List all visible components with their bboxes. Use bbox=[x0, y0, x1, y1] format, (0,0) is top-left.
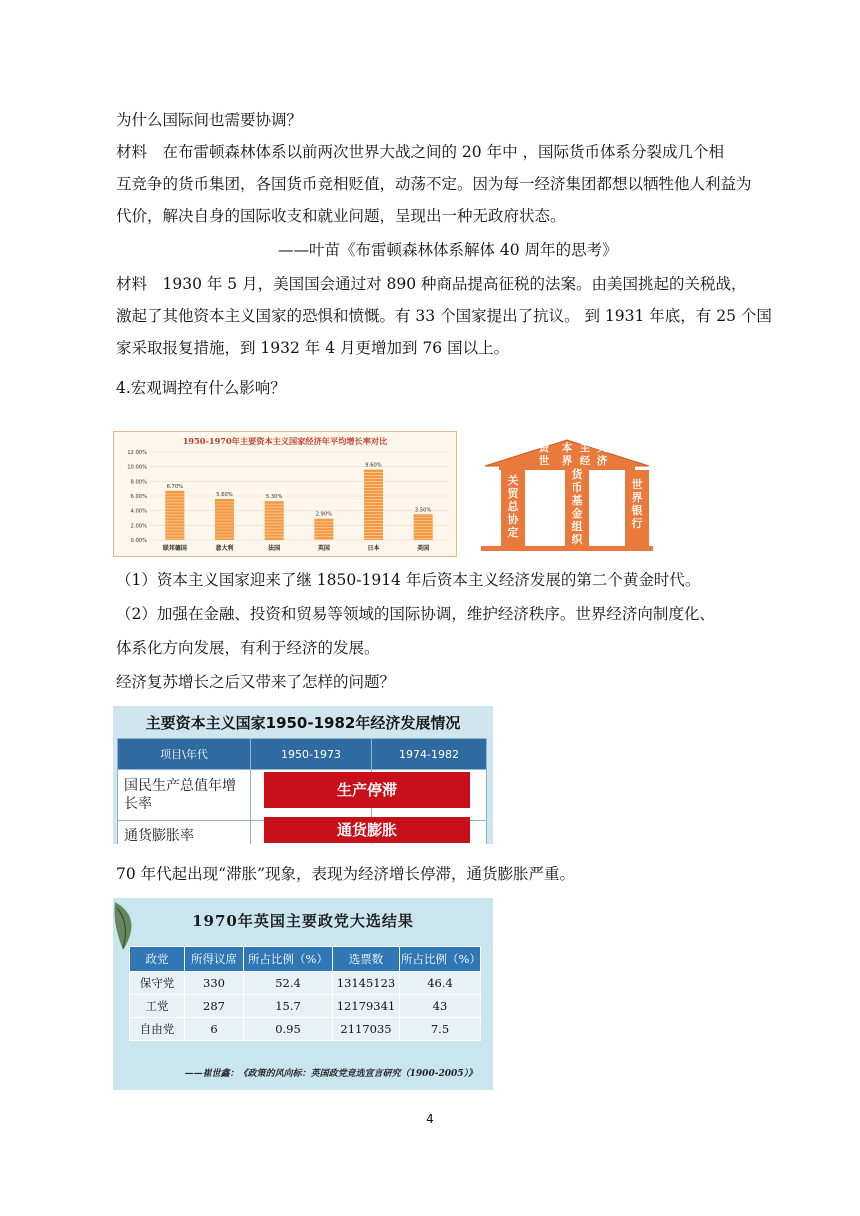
stamp-inflation: 通货膨胀 bbox=[264, 817, 470, 843]
bar-value-label: 9.60% bbox=[365, 462, 382, 469]
page-number: 4 bbox=[426, 1112, 434, 1126]
temple-pillar-char: 世 bbox=[631, 478, 643, 491]
y-tick-label: 12.00% bbox=[127, 450, 147, 456]
table2-cell: 15.7 bbox=[244, 995, 333, 1018]
temple-pillar-char: 织 bbox=[571, 533, 583, 546]
chart-svg bbox=[114, 432, 456, 556]
table1-title: 主要资本主义国家1950-1982年经济发展情况 bbox=[145, 714, 461, 732]
temple-pillar-char: 银 bbox=[631, 504, 643, 517]
table1-header-cell: 1950-1973 bbox=[251, 739, 372, 770]
bar-value-label: 2.90% bbox=[315, 511, 333, 518]
material-1-line-3: 代价，解决自身的国际收支和就业问题，呈现出一种无政府状态。 bbox=[116, 207, 566, 225]
temple-roof-char: 本 bbox=[561, 442, 573, 454]
table2-cell: 287 bbox=[185, 995, 244, 1018]
bar-value-label: 3.50% bbox=[414, 507, 432, 514]
y-tick-label: 10.00% bbox=[127, 464, 147, 471]
y-tick-label: 0.00% bbox=[130, 538, 147, 544]
table2-cell: 52.4 bbox=[244, 972, 333, 995]
question-macro-control: 4.宏观调控有什么影响？ bbox=[116, 379, 286, 397]
table1-header-cell: 1974-1982 bbox=[372, 739, 487, 770]
bar-value-label: 6.70% bbox=[166, 483, 184, 490]
table1-row-label: 通货膨胀率 bbox=[118, 821, 251, 845]
paragraph-stagflation: 70 年代起出现“滞胀”现象，表现为经济增长停滞，通货膨胀严重。 bbox=[116, 865, 576, 883]
question-why-coordination: 为什么国际间也需要协调？ bbox=[116, 111, 303, 129]
temple-roof-char: 世 bbox=[538, 455, 550, 467]
economic-development-table-image bbox=[113, 706, 493, 844]
temple-roof-char: 经 bbox=[579, 455, 591, 467]
temple-roof-char: 义 bbox=[596, 442, 608, 454]
table2-source: ——崔世鑫：《政策的风向标：英国政党竞选宣言研究（1900-2005）》 bbox=[184, 1069, 477, 1079]
table2-row bbox=[130, 972, 481, 995]
x-category-label: 意大利 bbox=[215, 545, 234, 552]
table2-header-cell: 所占比例（%） bbox=[244, 947, 333, 972]
table2-header-cell: 所得议席 bbox=[185, 947, 244, 972]
chart-title: 1950-1970年主要资本主义国家经济年平均增长率对比 bbox=[182, 436, 388, 446]
table2-header-row bbox=[130, 947, 481, 972]
temple-base bbox=[481, 546, 653, 551]
table2-cell: 2117035 bbox=[333, 1018, 400, 1041]
table2-cell: 13145123 bbox=[333, 972, 400, 995]
table2-cell: 330 bbox=[185, 972, 244, 995]
temple-pillar-char: 币 bbox=[571, 481, 583, 494]
material-2-line-1: 材料 1930 年 5 月，美国国会通过对 890 种商品提高征税的法案。由美国挑起的关税战， bbox=[116, 275, 747, 293]
material-2-line-2: 激起了其他资本主义国家的恐惧和愤慨。有 33 个国家提出了抗议。 到 1931 年底，有 25 个国 bbox=[116, 307, 772, 325]
table2-title: 1970年英国主要政党大选结果 bbox=[192, 912, 414, 930]
paragraph-coordination-a: （2）加强在金融、投资和贸易等领域的国际协调，维护经济秩序。世界经济向制度化、 bbox=[116, 605, 715, 623]
temple-pillar-char: 基 bbox=[571, 494, 583, 507]
temple-pillar-char: 贸 bbox=[507, 487, 519, 500]
y-tick-label: 6.00% bbox=[130, 494, 147, 500]
temple-roof-char: 主 bbox=[579, 442, 591, 454]
table2-cell: 7.5 bbox=[400, 1018, 481, 1041]
table2-cell: 6 bbox=[185, 1018, 244, 1041]
temple-pillar-char: 总 bbox=[507, 500, 519, 513]
x-category-label: 联邦德国 bbox=[162, 545, 187, 552]
temple-roof-char: 济 bbox=[596, 455, 608, 467]
temple-roof-char: 界 bbox=[561, 455, 573, 467]
table2-cell: 46.4 bbox=[400, 972, 481, 995]
bar-value-label: 5.60% bbox=[216, 491, 233, 498]
temple-roof-char: 资 bbox=[538, 442, 550, 454]
table2-header-cell: 所占比例（%） bbox=[400, 947, 481, 972]
table2 bbox=[129, 946, 481, 1041]
y-tick-label: 4.00% bbox=[130, 508, 147, 515]
x-category-label: 美国 bbox=[417, 545, 430, 552]
temple-pillar-char: 金 bbox=[571, 507, 583, 520]
x-category-label: 日本 bbox=[367, 545, 380, 552]
growth-rate-bar-chart bbox=[113, 431, 457, 557]
table2-row bbox=[130, 1018, 481, 1041]
material-1-line-2: 互竞争的货币集团，各国货币竞相贬值，动荡不定。因为每一经济集团都想以牺牲他人利益为 bbox=[116, 175, 752, 193]
stamp-stagnation: 生产停滞 bbox=[264, 772, 470, 808]
temple-pillar-char: 行 bbox=[631, 517, 643, 530]
table2-cell: 43 bbox=[400, 995, 481, 1018]
question-new-problems: 经济复苏增长之后又带来了怎样的问题？ bbox=[116, 673, 396, 691]
table2-header-cell: 政党 bbox=[130, 947, 185, 972]
uk-election-table-image bbox=[113, 898, 493, 1090]
temple-pillar-char: 关 bbox=[507, 474, 519, 487]
table2-cell: 保守党 bbox=[130, 972, 185, 995]
temple-pillar-char: 协 bbox=[507, 513, 519, 526]
table2-cell: 0.95 bbox=[244, 1018, 333, 1041]
table2-cell: 12179341 bbox=[333, 995, 400, 1018]
x-category-label: 法国 bbox=[268, 545, 281, 552]
material-1-line-1: 材料 在布雷顿森林体系以前两次世界大战之间的 20 年中 ，国际货币体系分裂成几个相 bbox=[116, 143, 725, 161]
paragraph-golden-age: （1）资本主义国家迎来了继 1850-1914 年后资本主义经济发展的第二个黄金时代。 bbox=[116, 571, 701, 589]
temple-pillar-char: 界 bbox=[631, 491, 643, 504]
y-tick-label: 8.00% bbox=[130, 479, 147, 486]
material-2-line-3: 家采取报复措施，到 1932 年 4 月更增加到 76 国以上。 bbox=[116, 339, 510, 357]
table1-row-label: 国民生产总值年增长率 bbox=[118, 770, 251, 821]
table2-header-cell: 选票数 bbox=[333, 947, 400, 972]
bar-value-label: 5.30% bbox=[265, 494, 283, 501]
table2-cell: 工党 bbox=[130, 995, 185, 1018]
bretton-woods-temple-diagram bbox=[481, 438, 653, 552]
temple-pillar-char: 货 bbox=[571, 468, 583, 481]
bar bbox=[414, 514, 433, 540]
table1-header-row bbox=[118, 739, 487, 770]
table2-cell: 自由党 bbox=[130, 1018, 185, 1041]
paragraph-coordination-b: 体系化方向发展，有利于经济的发展。 bbox=[116, 639, 380, 657]
x-category-label: 英国 bbox=[317, 545, 330, 552]
material-1-source: ——叶苗《布雷顿森林体系解体 40 周年的思考》 bbox=[278, 241, 618, 259]
table2-row bbox=[130, 995, 481, 1018]
temple-pillar-char: 定 bbox=[507, 526, 519, 539]
y-tick-label: 2.00% bbox=[130, 523, 147, 530]
table1-header-cell: 项目\年代 bbox=[118, 739, 251, 770]
temple-pillar-char: 组 bbox=[571, 520, 583, 533]
